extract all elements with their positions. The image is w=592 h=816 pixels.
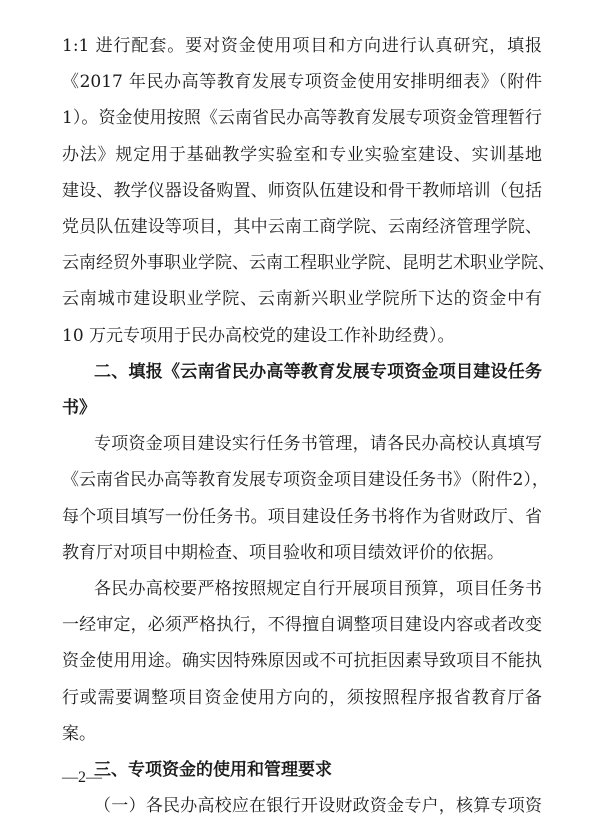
- page-number: —2—: [62, 769, 102, 786]
- text-line: （一）各民办高校应在银行开设财政资金专户，核算专项资: [94, 796, 542, 816]
- text-line: 每个项目填写一份任务书。项目建设任务书将作为省财政厅、省: [62, 506, 542, 527]
- text-line: 专项资金项目建设实行任务书管理，请各民办高校认真填写: [94, 434, 542, 455]
- text-line: 云南城市建设职业学院、云南新兴职业学院所下达的资金中有: [62, 289, 542, 310]
- text-line: 各民办高校要严格按照规定自行开展项目预算，项目任务书: [94, 579, 542, 599]
- text-line: 云南经贸外事职业学院、云南工程职业学院、昆明艺术职业学院、: [62, 253, 555, 274]
- text-line: 教育厅对项目中期检查、项目验收和项目绩效评价的依据。: [62, 542, 504, 563]
- text-line: 一经审定，必须严格执行，不得擅自调整项目建设内容或者改变: [62, 615, 542, 636]
- text-line: 1）。资金使用按照《云南省民办高等教育发展专项资金管理暂行: [62, 108, 542, 129]
- heading-line: 书》: [62, 398, 96, 418]
- text-line: 《云南省民办高等教育发展专项资金项目建设任务书》（附件2），: [62, 470, 549, 491]
- text-line: 行或需要调整项目资金使用方向的，须按照程序报省教育厅备: [62, 687, 542, 708]
- text-line: 10 万元专项用于民办高校党的建设工作补助经费）。: [62, 325, 455, 346]
- text-line: 《2017 年民办高等教育发展专项资金使用安排明细表》（附件: [62, 72, 542, 93]
- text-line: 1:1 进行配套。要对资金使用项目和方向进行认真研究，填报: [62, 36, 542, 56]
- text-line: 建设、教学仪器设备购置、师资队伍建设和骨干教师培训（包括: [62, 180, 542, 201]
- text-line: 资金使用用途。确实因特殊原因或不可抗拒因素导致项目不能执: [62, 651, 542, 672]
- text-line: 党员队伍建设等项目，其中云南工商学院、云南经济管理学院、: [62, 217, 542, 237]
- heading-line: 三、专项资金的使用和管理要求: [94, 760, 332, 780]
- heading-line: 二、填报《云南省民办高等教育发展专项资金项目建设任务: [94, 361, 542, 382]
- text-line: 办法》规定用于基础教学实验室和专业实验室建设、实训基地: [62, 144, 542, 165]
- text-line: 案。: [62, 723, 96, 744]
